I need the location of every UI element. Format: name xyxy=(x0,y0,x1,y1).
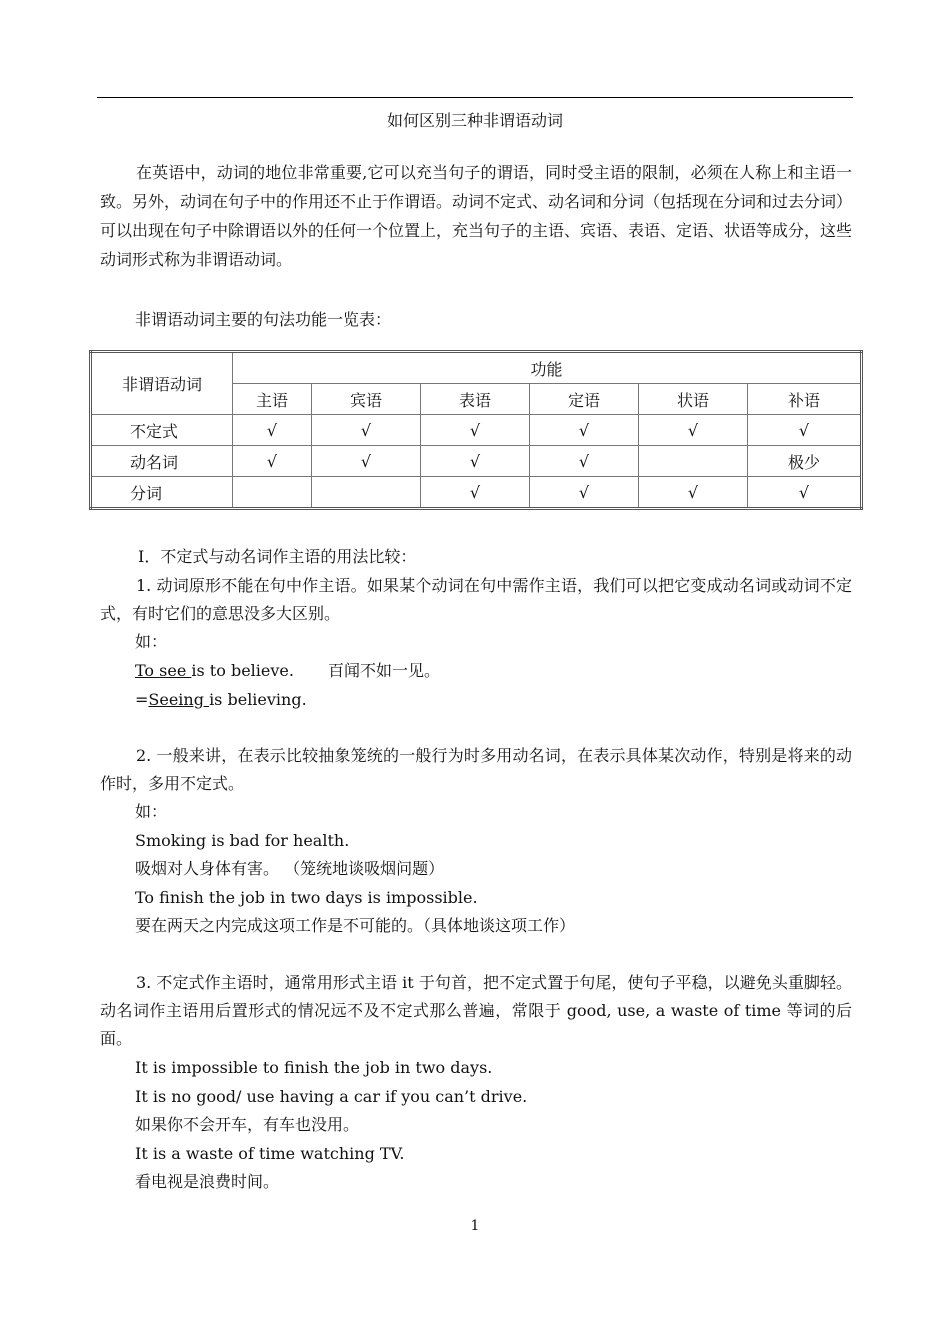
document-title: 如何区别三种非谓语动词 xyxy=(386,111,563,130)
example-1 xyxy=(135,659,294,683)
example-4: To finish the job in two days is impossible. xyxy=(135,888,478,907)
table-cell: √ xyxy=(748,477,862,509)
example-2-underlined: Seeing xyxy=(148,690,210,709)
function-table xyxy=(89,350,863,510)
table-row xyxy=(91,477,862,509)
intro-paragraph: 在英语中，动词的地位非常重要,它可以充当句子的谓语，同时受主语的限制，必须在人称上和主语一致。另外，动词在句子中的作用还不止于作谓语。动词不定式、动名词和分词（包括现在分词和过去分词）可以出现在句子中除谓语以外的任何一个位置上，充当句子的主语、宾语、表语、定语、状语等成分，这些动词形式称为非谓语动词。 xyxy=(100,163,853,269)
example-7-translation: 看电视是浪费时间。 xyxy=(135,1172,280,1191)
row-label: 不定式 xyxy=(91,415,233,446)
table-cell: √ xyxy=(233,415,312,446)
table-cell: √ xyxy=(233,446,312,477)
point-2: 2. 一般来讲，在表示比较抽象笼统的一般行为时多用动名词，在表示具体某次动作，特别是将来的动作时，多用不定式。 xyxy=(100,746,852,793)
example-7: It is a waste of time watching TV. xyxy=(135,1144,405,1163)
table-cell: √ xyxy=(639,477,748,509)
col-header: 状语 xyxy=(639,384,748,415)
table-cell: √ xyxy=(312,446,421,477)
table-cell: √ xyxy=(530,477,639,509)
example-2-rest: is believing. xyxy=(209,690,307,709)
example-1-rest: is to believe. xyxy=(191,661,294,680)
table-group-header: 功能 xyxy=(233,352,862,384)
example-1-translation: 百闻不如一见。 xyxy=(328,661,441,680)
example-2-prefix: = xyxy=(135,690,149,709)
table-cell: √ xyxy=(530,446,639,477)
example-6: It is no good/ use having a car if you can’t drive. xyxy=(135,1087,528,1106)
table-cell xyxy=(639,446,748,477)
row-label: 动名词 xyxy=(91,446,233,477)
col-header: 宾语 xyxy=(312,384,421,415)
table-cell: √ xyxy=(421,446,530,477)
example-5: It is impossible to finish the job in two days. xyxy=(135,1058,493,1077)
example-3-translation: 吸烟对人身体有害。 （笼统地谈吸烟问题） xyxy=(135,859,445,878)
example-1-underlined: To see xyxy=(135,661,192,680)
table-cell: √ xyxy=(421,415,530,446)
col-header: 表语 xyxy=(421,384,530,415)
example-label: 如： xyxy=(135,632,168,651)
table-cell: √ xyxy=(421,477,530,509)
table-cell: √ xyxy=(748,415,862,446)
col-header: 补语 xyxy=(748,384,862,415)
table-cell xyxy=(312,477,421,509)
example-2 xyxy=(135,688,307,712)
page-number: 1 xyxy=(470,1218,480,1234)
table-row xyxy=(91,415,862,446)
example-3: Smoking is bad for health. xyxy=(135,831,350,850)
header-rule xyxy=(97,97,853,98)
col-header: 定语 xyxy=(530,384,639,415)
table-row-header: 非谓语动词 xyxy=(91,352,233,415)
point-3: 3. 不定式作主语时，通常用形式主语 it 于句首，把不定式置于句尾，使句子平稳，以避免头重脚轻。动名词作主语用后置形式的情况远不及不定式那么普遍，常限于 good, use, a waste of time 等词的后面。 xyxy=(100,973,852,1048)
table-cell: 极少 xyxy=(748,446,862,477)
col-header: 主语 xyxy=(233,384,312,415)
table-cell: √ xyxy=(312,415,421,446)
section-heading: Ⅰ．不定式与动名词作主语的用法比较： xyxy=(138,547,417,566)
table-cell: √ xyxy=(530,415,639,446)
example-6-translation: 如果你不会开车，有车也没用。 xyxy=(135,1115,360,1134)
row-label: 分词 xyxy=(91,477,233,509)
table-caption: 非谓语动词主要的句法功能一览表： xyxy=(135,310,392,329)
table-cell: √ xyxy=(639,415,748,446)
point-1: 1. 动词原形不能在句中作主语。如果某个动词在句中需作主语，我们可以把它变成动名词或动词不定式，有时它们的意思没多大区别。 xyxy=(100,576,852,623)
example-label: 如： xyxy=(135,802,168,821)
table-row xyxy=(91,446,862,477)
example-4-translation: 要在两天之内完成这项工作是不可能的。（具体地谈这项工作） xyxy=(135,916,576,935)
table-cell xyxy=(233,477,312,509)
